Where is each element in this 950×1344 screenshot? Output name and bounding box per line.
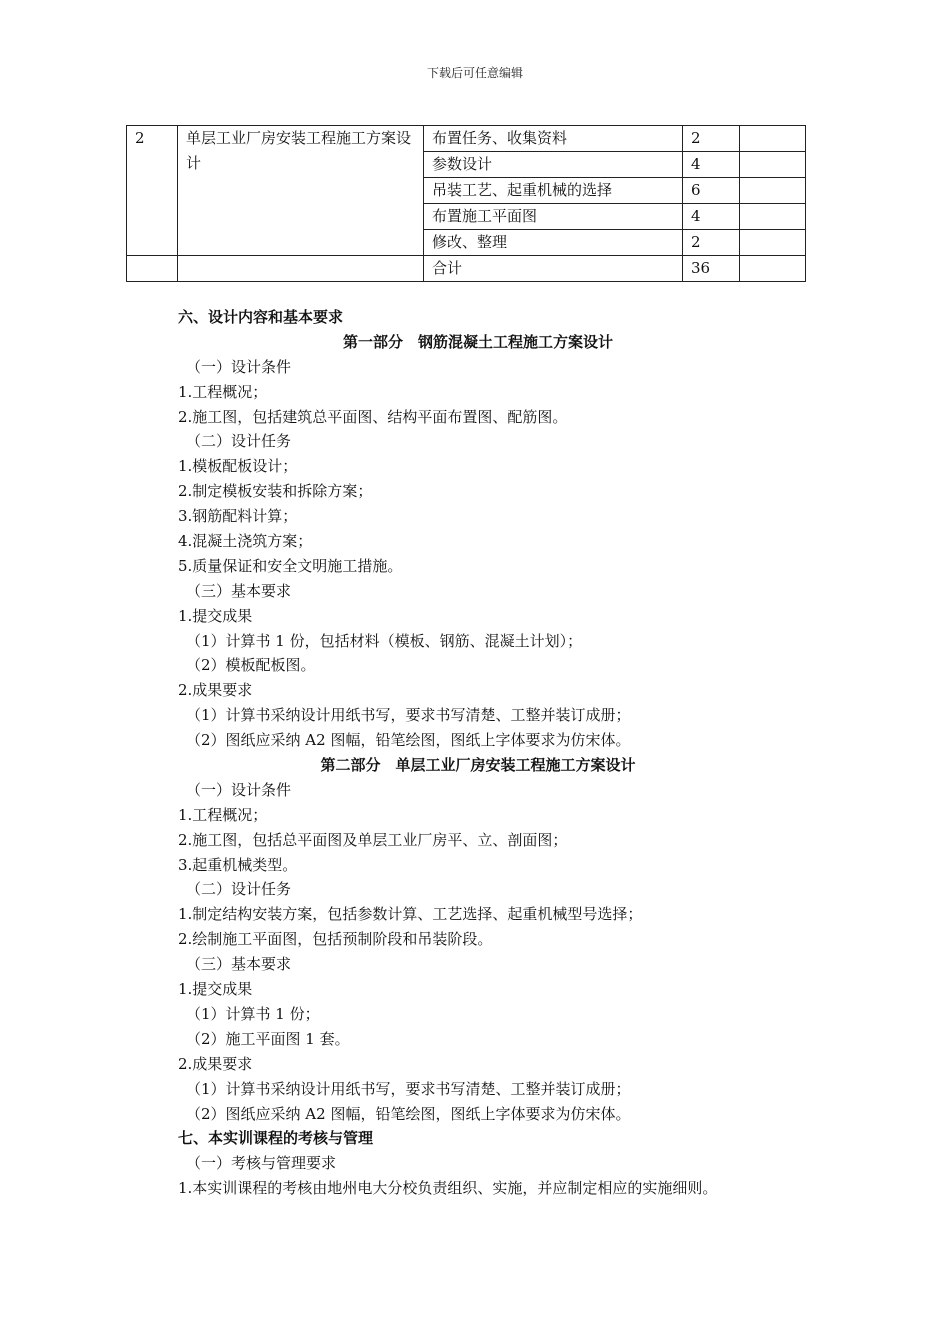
table-total-row xyxy=(127,256,806,282)
remark-cell xyxy=(740,230,806,256)
document-body xyxy=(178,305,818,1201)
paragraph: 1.工程概况； xyxy=(178,805,268,824)
paragraph: 1.制定结构安装方案，包括参数计算、工艺选择、起重机械型号选择； xyxy=(178,905,643,924)
project-name-cell: 单层工业厂房安装工程施工方案设计 xyxy=(178,126,424,256)
subsection-heading: （二）设计任务 xyxy=(186,432,292,451)
paragraph: （1）计算书 1 份，包括材料（模板、钢筋、混凝土计划）； xyxy=(186,631,583,650)
paragraph: 5.质量保证和安全文明施工措施。 xyxy=(178,556,403,575)
schedule-table xyxy=(126,125,806,282)
paragraph: 2.绘制施工平面图，包括预制阶段和吊装阶段。 xyxy=(178,930,493,949)
total-label-cell: 合计 xyxy=(424,256,683,282)
empty-cell xyxy=(127,256,178,282)
paragraph: 2.成果要求 xyxy=(178,681,253,700)
paragraph: （2）图纸应采纳 A2 图幅，铅笔绘图，图纸上字体要求为仿宋体。 xyxy=(186,731,631,750)
subsection-heading: （一）设计条件 xyxy=(186,780,292,799)
paragraph: 2.施工图，包括建筑总平面图、结构平面布置图、配筋图。 xyxy=(178,407,568,426)
days-cell: 2 xyxy=(683,230,740,256)
paragraph: 1.模板配板设计； xyxy=(178,457,298,476)
days-cell: 4 xyxy=(683,204,740,230)
paragraph: 2.施工图，包括总平面图及单层工业厂房平、立、剖面图； xyxy=(178,830,568,849)
days-cell: 2 xyxy=(683,126,740,152)
part-heading: 第一部分 钢筋混凝土工程施工方案设计 xyxy=(342,332,613,351)
subsection-heading: （三）基本要求 xyxy=(186,581,292,600)
paragraph: 1.工程概况； xyxy=(178,382,268,401)
paragraph: （1）计算书采纳设计用纸书写，要求书写清楚、工整并装订成册； xyxy=(186,1079,631,1098)
days-cell: 4 xyxy=(683,152,740,178)
paragraph: 2.制定模板安装和拆除方案； xyxy=(178,482,373,501)
task-cell: 参数设计 xyxy=(424,152,683,178)
paragraph: （2）图纸应采纳 A2 图幅，铅笔绘图，图纸上字体要求为仿宋体。 xyxy=(186,1104,631,1123)
section-heading: 七、本实训课程的考核与管理 xyxy=(178,1129,374,1148)
task-cell: 布置施工平面图 xyxy=(424,204,683,230)
subsection-heading: （三）基本要求 xyxy=(186,955,292,974)
item-number-cell: 2 xyxy=(127,126,178,256)
paragraph: 1.提交成果 xyxy=(178,606,253,625)
task-cell: 吊装工艺、起重机械的选择 xyxy=(424,178,683,204)
page-header: 下载后可任意编辑 xyxy=(426,66,523,80)
paragraph: （1）计算书采纳设计用纸书写，要求书写清楚、工整并装订成册； xyxy=(186,706,631,725)
subsection-heading: （一）考核与管理要求 xyxy=(186,1154,337,1173)
paragraph: 3.起重机械类型。 xyxy=(178,855,298,874)
paragraph: （2）模板配板图。 xyxy=(186,656,316,675)
paragraph: 2.成果要求 xyxy=(178,1054,253,1073)
part-heading: 第二部分 单层工业厂房安装工程施工方案设计 xyxy=(320,756,636,775)
paragraph: （1）计算书 1 份； xyxy=(186,1004,320,1023)
total-value-cell: 36 xyxy=(683,256,740,282)
task-cell: 修改、整理 xyxy=(424,230,683,256)
remark-cell xyxy=(740,204,806,230)
section-heading: 六、设计内容和基本要求 xyxy=(178,308,344,326)
paragraph: 1.提交成果 xyxy=(178,980,253,999)
paragraph: 3.钢筋配料计算； xyxy=(178,507,298,526)
paragraph: （2）施工平面图 1 套。 xyxy=(186,1029,350,1048)
remark-cell xyxy=(740,256,806,282)
remark-cell xyxy=(740,126,806,152)
task-cell: 布置任务、收集资料 xyxy=(424,126,683,152)
remark-cell xyxy=(740,178,806,204)
paragraph: 1.本实训课程的考核由地州电大分校负责组织、实施，并应制定相应的实施细则。 xyxy=(178,1179,718,1198)
table-row xyxy=(127,126,806,152)
subsection-heading: （一）设计条件 xyxy=(186,357,292,376)
remark-cell xyxy=(740,152,806,178)
paragraph: 4.混凝土浇筑方案； xyxy=(178,532,313,551)
days-cell: 6 xyxy=(683,178,740,204)
subsection-heading: （二）设计任务 xyxy=(186,880,292,899)
empty-cell xyxy=(178,256,424,282)
